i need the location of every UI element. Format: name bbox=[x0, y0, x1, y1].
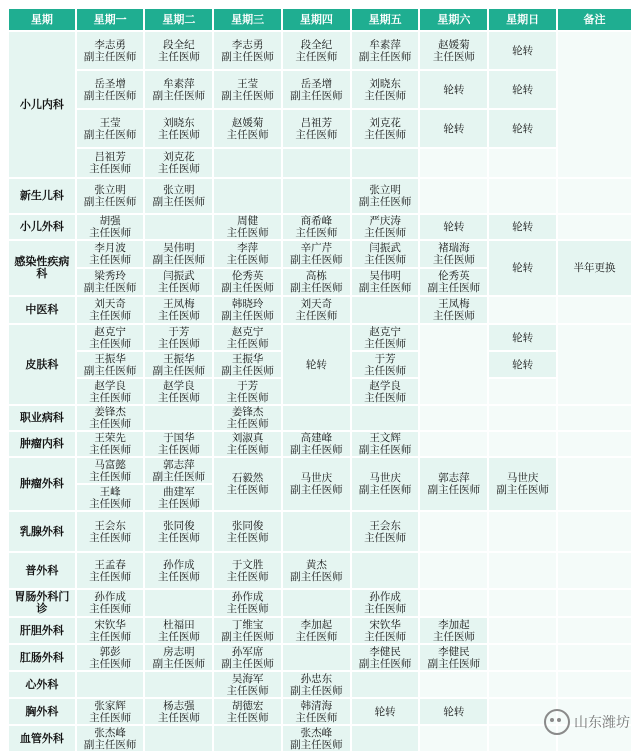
doctor-cell: 张杰峰 副主任医师 bbox=[77, 726, 144, 751]
doctor-cell: 马世庆 副主任医师 bbox=[489, 458, 556, 510]
dept-label: 小儿内科 bbox=[9, 32, 75, 177]
dept-label: 感染性疾病科 bbox=[9, 241, 75, 295]
note-cell bbox=[558, 179, 631, 213]
col-header: 备注 bbox=[558, 9, 631, 30]
doctor-cell: 马世庆 副主任医师 bbox=[352, 458, 419, 510]
doctor-cell: 于芳 主任医师 bbox=[145, 325, 212, 350]
doctor-cell: 赵学良 主任医师 bbox=[352, 379, 419, 404]
doctor-cell: 赵克宁 主任医师 bbox=[77, 325, 144, 350]
doctor-cell: 闫振武 主任医师 bbox=[145, 269, 212, 295]
wechat-icon bbox=[544, 709, 570, 735]
rotation-cell: 轮转 bbox=[489, 71, 556, 108]
col-header: 星期五 bbox=[352, 9, 419, 30]
doctor-cell: 韩清海 主任医师 bbox=[283, 699, 350, 724]
doctor-cell: 于文胜 主任医师 bbox=[214, 553, 281, 588]
col-header: 星期四 bbox=[283, 9, 350, 30]
schedule-table bbox=[7, 7, 633, 753]
doctor-cell: 张同俊 主任医师 bbox=[145, 512, 212, 551]
empty-cell bbox=[489, 406, 556, 430]
doctor-cell: 韩晓玲 副主任医师 bbox=[214, 297, 281, 323]
doctor-cell: 岳圣增 副主任医师 bbox=[283, 71, 350, 108]
empty-cell bbox=[352, 553, 419, 588]
doctor-cell: 王莹 副主任医师 bbox=[77, 110, 144, 147]
doctor-cell: 王荣先 主任医师 bbox=[77, 432, 144, 456]
note-cell bbox=[558, 32, 631, 177]
empty-cell bbox=[214, 149, 281, 177]
empty-cell bbox=[214, 726, 281, 751]
note-cell bbox=[558, 553, 631, 588]
doctor-cell: 刘晓东 主任医师 bbox=[145, 110, 212, 147]
doctor-cell: 李加起 主任医师 bbox=[420, 618, 487, 643]
note-cell bbox=[558, 432, 631, 456]
rotation-cell: 轮转 bbox=[489, 215, 556, 239]
empty-cell bbox=[283, 179, 350, 213]
note-cell: 半年更换 bbox=[558, 241, 631, 295]
doctor-cell: 孙军席 副主任医师 bbox=[214, 645, 281, 670]
rotation-cell: 轮转 bbox=[489, 352, 556, 377]
note-cell bbox=[558, 618, 631, 643]
doctor-cell: 梁秀玲 副主任医师 bbox=[77, 269, 144, 295]
rotation-cell: 轮转 bbox=[420, 110, 487, 147]
doctor-cell: 李萍 主任医师 bbox=[214, 241, 281, 267]
doctor-cell: 吕祖芳 主任医师 bbox=[77, 149, 144, 177]
col-header: 星期六 bbox=[420, 9, 487, 30]
doctor-cell: 王会东 主任医师 bbox=[352, 512, 419, 551]
doctor-cell: 曲建军 主任医师 bbox=[145, 485, 212, 510]
doctor-cell: 郭彭 主任医师 bbox=[77, 645, 144, 670]
watermark-text: 山东潍坊 bbox=[574, 715, 630, 731]
note-cell bbox=[558, 512, 631, 551]
doctor-cell: 郭志萍 副主任医师 bbox=[420, 458, 487, 510]
doctor-cell: 刘天奇 主任医师 bbox=[283, 297, 350, 323]
doctor-cell: 闫振武 主任医师 bbox=[352, 241, 419, 267]
empty-cell bbox=[420, 590, 487, 616]
doctor-cell: 刘天奇 主任医师 bbox=[77, 297, 144, 323]
empty-cell bbox=[420, 179, 487, 213]
dept-label: 肛肠外科 bbox=[9, 645, 75, 670]
empty-cell bbox=[77, 672, 144, 697]
doctor-cell: 孙作成 主任医师 bbox=[352, 590, 419, 616]
empty-cell bbox=[352, 406, 419, 430]
empty-cell bbox=[420, 406, 487, 430]
doctor-cell: 王振华 副主任医师 bbox=[145, 352, 212, 377]
doctor-cell: 王振华 副主任医师 bbox=[214, 352, 281, 377]
empty-cell bbox=[352, 297, 419, 323]
doctor-cell: 郭志萍 副主任医师 bbox=[145, 458, 212, 483]
empty-cell bbox=[489, 432, 556, 456]
doctor-cell: 赵学良 主任医师 bbox=[77, 379, 144, 404]
doctor-cell: 严庆涛 主任医师 bbox=[352, 215, 419, 239]
doctor-cell: 刘克花 主任医师 bbox=[352, 110, 419, 147]
header-row bbox=[9, 9, 631, 30]
empty-cell bbox=[420, 325, 487, 404]
doctor-cell: 房志明 副主任医师 bbox=[145, 645, 212, 670]
doctor-cell: 赵媛菊 主任医师 bbox=[420, 32, 487, 69]
doctor-cell: 张杰峰 副主任医师 bbox=[283, 726, 350, 751]
empty-cell bbox=[489, 297, 556, 323]
doctor-cell: 刘克花 主任医师 bbox=[145, 149, 212, 177]
doctor-cell: 伦秀英 副主任医师 bbox=[214, 269, 281, 295]
doctor-cell: 伦秀英 副主任医师 bbox=[420, 269, 487, 295]
empty-cell bbox=[489, 512, 556, 551]
note-cell bbox=[558, 325, 631, 404]
note-cell bbox=[558, 590, 631, 616]
col-header: 星期三 bbox=[214, 9, 281, 30]
rotation-cell: 轮转 bbox=[420, 699, 487, 724]
col-header: 星期二 bbox=[145, 9, 212, 30]
dept-label: 心外科 bbox=[9, 672, 75, 697]
doctor-cell: 高栋 副主任医师 bbox=[283, 269, 350, 295]
doctor-cell: 段全纪 主任医师 bbox=[145, 32, 212, 69]
doctor-cell: 李志勇 副主任医师 bbox=[77, 32, 144, 69]
doctor-cell: 马富懿 主任医师 bbox=[77, 458, 144, 483]
note-cell bbox=[558, 645, 631, 670]
dept-label: 胸外科 bbox=[9, 699, 75, 724]
doctor-cell: 王振华 副主任医师 bbox=[77, 352, 144, 377]
doctor-cell: 张立明 副主任医师 bbox=[352, 179, 419, 213]
doctor-cell: 赵学良 主任医师 bbox=[145, 379, 212, 404]
dept-label: 肝胆外科 bbox=[9, 618, 75, 643]
doctor-cell: 王会东 主任医师 bbox=[77, 512, 144, 551]
doctor-cell: 姜锋杰 主任医师 bbox=[77, 406, 144, 430]
note-cell bbox=[558, 458, 631, 510]
doctor-cell: 李健民 副主任医师 bbox=[352, 645, 419, 670]
empty-cell bbox=[489, 553, 556, 588]
doctor-cell: 孙作成 主任医师 bbox=[145, 553, 212, 588]
doctor-cell: 段全纪 主任医师 bbox=[283, 32, 350, 69]
doctor-cell: 牟素萍 副主任医师 bbox=[145, 71, 212, 108]
doctor-cell: 岳圣增 副主任医师 bbox=[77, 71, 144, 108]
dept-label: 皮肤科 bbox=[9, 325, 75, 404]
doctor-cell: 宋钦华 主任医师 bbox=[77, 618, 144, 643]
doctor-cell: 刘晓东 主任医师 bbox=[352, 71, 419, 108]
doctor-cell: 赵克宁 主任医师 bbox=[352, 325, 419, 350]
doctor-cell: 王凤梅 主任医师 bbox=[420, 297, 487, 323]
rotation-cell: 轮转 bbox=[489, 32, 556, 69]
doctor-cell: 于国华 主任医师 bbox=[145, 432, 212, 456]
empty-cell bbox=[145, 406, 212, 430]
doctor-cell: 牟素萍 副主任医师 bbox=[352, 32, 419, 69]
empty-cell bbox=[489, 179, 556, 213]
empty-cell bbox=[145, 672, 212, 697]
empty-cell bbox=[352, 726, 419, 751]
empty-cell bbox=[489, 618, 556, 643]
rotation-cell: 轮转 bbox=[420, 215, 487, 239]
empty-cell bbox=[214, 179, 281, 213]
empty-cell bbox=[145, 590, 212, 616]
doctor-cell: 吴伟明 副主任医师 bbox=[352, 269, 419, 295]
empty-cell bbox=[420, 432, 487, 456]
empty-cell bbox=[489, 672, 556, 697]
dept-label: 小儿外科 bbox=[9, 215, 75, 239]
doctor-cell: 吴伟明 副主任医师 bbox=[145, 241, 212, 267]
empty-cell bbox=[283, 149, 350, 177]
doctor-cell: 张家辉 主任医师 bbox=[77, 699, 144, 724]
doctor-cell: 王孟春 主任医师 bbox=[77, 553, 144, 588]
note-cell bbox=[558, 215, 631, 239]
doctor-cell: 李月波 主任医师 bbox=[77, 241, 144, 267]
empty-cell bbox=[145, 215, 212, 239]
doctor-cell: 石毅然 主任医师 bbox=[214, 458, 281, 510]
doctor-cell: 胡强 主任医师 bbox=[77, 215, 144, 239]
empty-cell bbox=[420, 672, 487, 697]
empty-cell bbox=[420, 553, 487, 588]
doctor-cell: 孙作成 主任医师 bbox=[77, 590, 144, 616]
rotation-cell: 轮转 bbox=[283, 325, 350, 404]
doctor-cell: 李健民 副主任医师 bbox=[420, 645, 487, 670]
doctor-cell: 杜福田 主任医师 bbox=[145, 618, 212, 643]
doctor-cell: 王峰 主任医师 bbox=[77, 485, 144, 510]
dept-label: 乳腺外科 bbox=[9, 512, 75, 551]
note-cell bbox=[558, 297, 631, 323]
doctor-cell: 周健 主任医师 bbox=[214, 215, 281, 239]
doctor-cell: 吕祖芳 主任医师 bbox=[283, 110, 350, 147]
empty-cell bbox=[352, 149, 419, 177]
doctor-cell: 张同俊 主任医师 bbox=[214, 512, 281, 551]
empty-cell bbox=[489, 149, 556, 177]
note-cell bbox=[558, 672, 631, 697]
doctor-cell: 张立明 副主任医师 bbox=[77, 179, 144, 213]
dept-label: 普外科 bbox=[9, 553, 75, 588]
col-header: 星期日 bbox=[489, 9, 556, 30]
empty-cell bbox=[420, 149, 487, 177]
empty-cell bbox=[489, 590, 556, 616]
doctor-cell: 李志勇 副主任医师 bbox=[214, 32, 281, 69]
doctor-cell: 吴海军 主任医师 bbox=[214, 672, 281, 697]
col-header: 星期一 bbox=[77, 9, 144, 30]
doctor-cell: 王文辉 副主任医师 bbox=[352, 432, 419, 456]
doctor-cell: 高建峰 副主任医师 bbox=[283, 432, 350, 456]
doctor-cell: 张立明 副主任医师 bbox=[145, 179, 212, 213]
doctor-cell: 孙作成 主任医师 bbox=[214, 590, 281, 616]
doctor-cell: 王莹 副主任医师 bbox=[214, 71, 281, 108]
rotation-cell: 轮转 bbox=[352, 699, 419, 724]
empty-cell bbox=[489, 645, 556, 670]
doctor-cell: 王凤梅 主任医师 bbox=[145, 297, 212, 323]
doctor-cell: 于芳 主任医师 bbox=[352, 352, 419, 377]
doctor-cell: 刘淑真 主任医师 bbox=[214, 432, 281, 456]
rotation-cell: 轮转 bbox=[420, 71, 487, 108]
doctor-cell: 赵媛菊 主任医师 bbox=[214, 110, 281, 147]
rotation-cell: 轮转 bbox=[489, 241, 556, 295]
doctor-cell: 于芳 主任医师 bbox=[214, 379, 281, 404]
dept-label: 中医科 bbox=[9, 297, 75, 323]
watermark bbox=[544, 709, 630, 735]
empty-cell bbox=[283, 406, 350, 430]
empty-cell bbox=[420, 512, 487, 551]
doctor-cell: 李加起 主任医师 bbox=[283, 618, 350, 643]
doctor-cell: 丁维宝 副主任医师 bbox=[214, 618, 281, 643]
dept-label: 血管外科 bbox=[9, 726, 75, 751]
doctor-cell: 杨志强 主任医师 bbox=[145, 699, 212, 724]
dept-label: 职业病科 bbox=[9, 406, 75, 430]
doctor-cell: 商希峰 主任医师 bbox=[283, 215, 350, 239]
doctor-cell: 褚瑞海 主任医师 bbox=[420, 241, 487, 267]
empty-cell bbox=[283, 512, 350, 551]
empty-cell bbox=[352, 672, 419, 697]
note-cell bbox=[558, 406, 631, 430]
rotation-cell: 轮转 bbox=[489, 110, 556, 147]
doctor-cell: 辛广芹 副主任医师 bbox=[283, 241, 350, 267]
dept-label: 胃肠外科门诊 bbox=[9, 590, 75, 616]
rotation-cell: 轮转 bbox=[489, 325, 556, 350]
doctor-cell: 黄杰 副主任医师 bbox=[283, 553, 350, 588]
doctor-cell: 宋钦华 主任医师 bbox=[352, 618, 419, 643]
dept-label: 新生儿科 bbox=[9, 179, 75, 213]
dept-label: 肿瘤外科 bbox=[9, 458, 75, 510]
empty-cell bbox=[283, 590, 350, 616]
empty-cell bbox=[283, 645, 350, 670]
doctor-cell: 胡德宏 主任医师 bbox=[214, 699, 281, 724]
doctor-cell: 孙忠东 副主任医师 bbox=[283, 672, 350, 697]
col-header: 星期 bbox=[9, 9, 75, 30]
empty-cell bbox=[489, 379, 556, 404]
doctor-cell: 姜锋杰 主任医师 bbox=[214, 406, 281, 430]
doctor-cell: 赵克宁 主任医师 bbox=[214, 325, 281, 350]
doctor-cell: 马世庆 副主任医师 bbox=[283, 458, 350, 510]
dept-label: 肿瘤内科 bbox=[9, 432, 75, 456]
empty-cell bbox=[420, 726, 487, 751]
empty-cell bbox=[145, 726, 212, 751]
